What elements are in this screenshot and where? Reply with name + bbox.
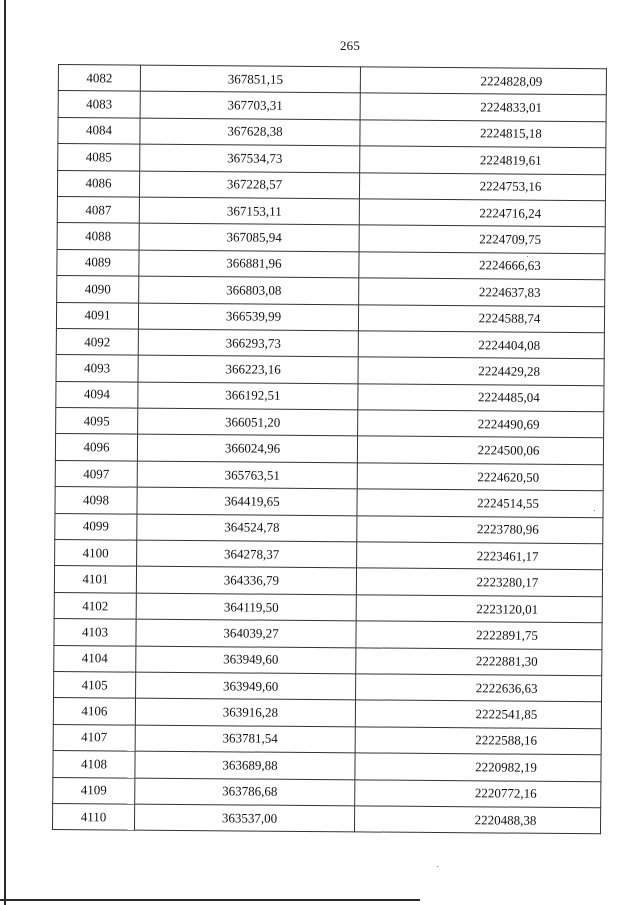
point-number-cell: 4095 — [56, 408, 138, 435]
y-coordinate-value: 2224828,09 — [480, 73, 543, 89]
y-coordinate-cell — [359, 252, 605, 280]
point-number-cell: 4096 — [55, 434, 137, 461]
x-coordinate-value: 366192,51 — [225, 387, 281, 404]
coordinates-table-body — [52, 65, 606, 835]
x-coordinate-cell — [139, 171, 359, 199]
scan-speck — [527, 256, 528, 257]
x-coordinate-value: 363786,68 — [222, 783, 278, 799]
y-coordinate-cell — [359, 172, 605, 200]
point-number-cell: 4110 — [52, 803, 134, 830]
y-coordinate-cell — [356, 621, 602, 649]
y-coordinate-value: 2224588,74 — [478, 310, 541, 326]
x-coordinate-value: 366539,99 — [225, 308, 282, 324]
table-row — [52, 803, 600, 834]
y-coordinate-value: 2224716,24 — [479, 204, 542, 221]
point-number-cell: 4097 — [55, 460, 137, 487]
y-coordinate-value: 2224753,16 — [479, 178, 542, 195]
x-coordinate-value: 364524,78 — [224, 519, 280, 536]
y-coordinate-cell — [360, 93, 606, 121]
point-number-cell: 4094 — [56, 381, 138, 408]
x-coordinate-cell — [135, 699, 355, 727]
y-coordinate-value: 2223461,17 — [476, 548, 539, 564]
x-coordinate-cell — [137, 435, 357, 463]
x-coordinate-cell — [137, 540, 357, 568]
x-coordinate-value: 365763,51 — [224, 466, 280, 483]
x-coordinate-cell — [139, 250, 359, 278]
y-coordinate-value: 2224514,55 — [477, 495, 539, 511]
y-coordinate-value: 2220982,19 — [475, 759, 537, 775]
x-coordinate-cell — [135, 725, 355, 753]
point-number-cell: 4098 — [55, 487, 137, 514]
y-coordinate-value: 2224666,63 — [478, 257, 541, 274]
x-coordinate-cell — [139, 223, 359, 251]
y-coordinate-cell — [355, 727, 601, 755]
x-coordinate-value: 366223,16 — [225, 361, 281, 377]
x-coordinate-cell — [137, 461, 357, 489]
x-coordinate-value: 364336,79 — [223, 572, 280, 588]
point-number-cell: 4087 — [57, 196, 139, 223]
page-number: 265 — [339, 38, 361, 53]
x-coordinate-value: 366024,96 — [224, 440, 281, 456]
x-coordinate-value: 366803,08 — [226, 282, 282, 298]
x-coordinate-value: 363949,60 — [222, 677, 279, 694]
x-coordinate-cell — [135, 778, 355, 806]
y-coordinate-value: 2223280,17 — [476, 574, 539, 590]
point-number-cell: 4091 — [56, 302, 138, 329]
point-number-cell: 4105 — [54, 671, 136, 698]
x-coordinate-cell — [138, 329, 358, 357]
x-coordinate-value: 363689,88 — [222, 757, 278, 773]
y-coordinate-cell — [360, 120, 606, 148]
x-coordinate-cell — [136, 619, 356, 647]
point-number-cell: 4084 — [58, 117, 140, 144]
x-coordinate-cell — [138, 408, 358, 436]
point-number-cell: 4082 — [58, 65, 140, 92]
point-number-cell: 4085 — [58, 144, 140, 171]
x-coordinate-cell — [140, 92, 360, 120]
x-coordinate-cell — [139, 197, 359, 225]
y-coordinate-value: 2224819,61 — [479, 152, 542, 168]
scan-left-border — [4, 0, 6, 905]
y-coordinate-cell — [358, 357, 604, 385]
point-number-cell: 4099 — [55, 513, 137, 540]
y-coordinate-value: 2224815,18 — [480, 125, 542, 142]
y-coordinate-cell — [356, 595, 602, 623]
y-coordinate-value: 2222881,30 — [475, 653, 538, 670]
y-coordinate-value: 2224637,83 — [478, 284, 541, 300]
y-coordinate-cell — [357, 516, 603, 544]
x-coordinate-value: 366881,96 — [226, 255, 282, 272]
x-coordinate-value: 364039,27 — [223, 625, 279, 641]
x-coordinate-cell — [140, 65, 360, 93]
y-coordinate-value: 2222636,63 — [475, 679, 538, 696]
x-coordinate-value: 367153,11 — [226, 202, 282, 219]
x-coordinate-value: 367534,73 — [227, 150, 283, 166]
y-coordinate-cell — [356, 647, 602, 675]
x-coordinate-value: 363949,60 — [223, 651, 279, 668]
x-coordinate-cell — [136, 567, 356, 595]
y-coordinate-cell — [356, 568, 602, 596]
point-number-cell: 4103 — [54, 619, 136, 646]
x-coordinate-value: 367628,38 — [227, 123, 283, 140]
point-number-cell: 4093 — [56, 355, 138, 382]
x-coordinate-cell — [137, 487, 357, 515]
y-coordinate-value: 2224833,01 — [480, 99, 543, 115]
y-coordinate-value: 2222588,16 — [475, 732, 538, 749]
y-coordinate-cell — [357, 463, 603, 491]
y-coordinate-value: 2224490,69 — [477, 416, 540, 432]
x-coordinate-value: 363916,28 — [222, 704, 279, 720]
point-number-cell: 4101 — [54, 566, 136, 593]
point-number-cell: 4092 — [56, 328, 138, 355]
y-coordinate-cell — [355, 700, 601, 728]
x-coordinate-value: 364278,37 — [223, 546, 280, 562]
y-coordinate-value: 2224500,06 — [477, 442, 540, 458]
y-coordinate-value: 2220488,38 — [474, 811, 537, 828]
x-coordinate-cell — [138, 382, 358, 410]
point-number-cell: 4089 — [57, 249, 139, 276]
y-coordinate-cell — [354, 806, 600, 834]
y-coordinate-value: 2223780,96 — [476, 521, 539, 538]
x-coordinate-cell — [140, 144, 360, 172]
x-coordinate-value: 366051,20 — [225, 414, 281, 430]
point-number-cell: 4102 — [54, 592, 136, 619]
point-number-cell: 4109 — [53, 777, 135, 804]
x-coordinate-cell — [138, 355, 358, 383]
x-coordinate-value: 367851,15 — [227, 71, 284, 87]
x-coordinate-cell — [134, 804, 354, 832]
coordinates-table — [52, 64, 607, 835]
point-number-cell: 4083 — [58, 91, 140, 118]
y-coordinate-value: 2222891,75 — [476, 627, 538, 643]
y-coordinate-value: 2222541,85 — [475, 706, 538, 722]
point-number-cell: 4100 — [55, 540, 137, 567]
y-coordinate-cell — [358, 410, 604, 438]
y-coordinate-value: 2220772,16 — [474, 785, 537, 802]
y-coordinate-cell — [359, 278, 605, 306]
point-number-cell: 4088 — [57, 223, 139, 250]
y-coordinate-value: 2224404,08 — [478, 336, 541, 353]
y-coordinate-value: 2224429,28 — [478, 363, 541, 379]
y-coordinate-value: 2224709,75 — [479, 231, 542, 247]
x-coordinate-cell — [140, 118, 360, 146]
y-coordinate-cell — [357, 542, 603, 570]
y-coordinate-cell — [359, 199, 605, 227]
y-coordinate-cell — [360, 146, 606, 174]
y-coordinate-value: 2223120,01 — [476, 600, 539, 617]
y-coordinate-cell — [356, 674, 602, 702]
x-coordinate-cell — [137, 514, 357, 542]
y-coordinate-cell — [358, 331, 604, 359]
y-coordinate-cell — [359, 225, 605, 253]
y-coordinate-value: 2224620,50 — [477, 468, 540, 485]
point-number-cell: 4086 — [57, 170, 139, 197]
x-coordinate-value: 364119,50 — [223, 598, 279, 615]
scan-speck — [594, 510, 595, 511]
y-coordinate-cell — [358, 304, 604, 332]
x-coordinate-cell — [136, 593, 356, 621]
x-coordinate-value: 367703,31 — [227, 97, 283, 113]
x-coordinate-value: 366293,73 — [225, 334, 282, 351]
y-coordinate-cell — [355, 779, 601, 807]
y-coordinate-cell — [355, 753, 601, 781]
x-coordinate-cell — [136, 672, 356, 700]
y-coordinate-cell — [360, 67, 606, 95]
y-coordinate-value: 2224485,04 — [477, 389, 540, 406]
x-coordinate-value: 367085,94 — [226, 229, 282, 245]
x-coordinate-value: 363537,00 — [221, 809, 278, 826]
scan-bottom-border — [0, 899, 420, 901]
point-number-cell: 4090 — [57, 276, 139, 303]
y-coordinate-cell — [358, 384, 604, 412]
scan-speck — [437, 866, 438, 867]
x-coordinate-cell — [135, 751, 355, 779]
point-number-cell: 4107 — [53, 724, 135, 751]
x-coordinate-cell — [136, 646, 356, 674]
point-number-cell: 4108 — [53, 751, 135, 778]
point-number-cell: 4104 — [54, 645, 136, 672]
y-coordinate-cell — [357, 489, 603, 517]
x-coordinate-cell — [138, 303, 358, 331]
point-number-cell: 4106 — [53, 698, 135, 725]
y-coordinate-cell — [357, 436, 603, 464]
x-coordinate-value: 367228,57 — [226, 176, 283, 193]
x-coordinate-cell — [139, 276, 359, 304]
x-coordinate-value: 364419,65 — [224, 493, 280, 509]
x-coordinate-value: 363781,54 — [222, 730, 278, 747]
